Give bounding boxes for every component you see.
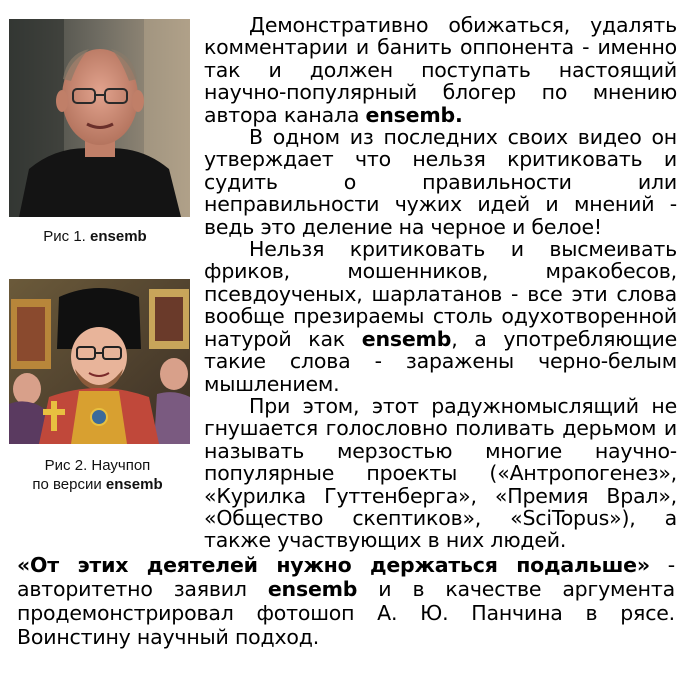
article-body (204, 14, 677, 552)
paragraph-1-bold: ensemb. (365, 102, 463, 127)
conclusion-block (17, 553, 675, 649)
paragraph-1-text: Демонстративно обижаться, удалять комментарии и банить оппонента - именно так и должен поступать настоящий научно-популярный блогер по мнению автора канала (204, 13, 677, 127)
figure-1-photo (9, 19, 190, 217)
conclusion-text-b: и в качестве аргумента продемонстрировал фотошоп А. Ю. Панчина в рясе. Воинстину научный подход. (17, 577, 675, 649)
figure-1-caption (0, 227, 190, 246)
conclusion-quote: «От этих деятелей нужно держаться подальше» (17, 553, 650, 577)
man-in-cassock-image (9, 279, 190, 444)
article-paragraph-4 (204, 395, 677, 552)
man-portrait-image (9, 19, 190, 217)
figure-1-caption-bold: ensemb (90, 228, 147, 245)
figure-2-caption (0, 456, 195, 494)
paragraph-3-text-a: Нельзя критиковать и высмеивать фриков, мошенников, мракобесов, псевдоученых, шарлатанов - все эти слова вообще презираемы столь одухотворенной натурой как (204, 237, 677, 351)
conclusion-bold: ensemb (267, 577, 358, 601)
article-paragraph-1 (204, 14, 677, 126)
paragraph-4-text: При этом, этот радужномыслящий не гнушается голословно поливать дерьмом и называть мерзостью многие научно-популярные проекты («Антропогенез», «Курилка Гуттенберга», «Премия Врал», «Общество скептиков», «SciTopus»), а также участвующих в них людей. (204, 393, 677, 553)
figure-1-caption-prefix: Рис 1. (43, 228, 91, 245)
article-paragraph-3 (204, 238, 677, 395)
figure-2-caption-prefix: по версии (32, 476, 106, 493)
article-paragraph-2 (204, 126, 677, 238)
figure-2-photo (9, 279, 190, 444)
paragraph-3-text-b: , а употребляющие такие слова - заражены черно-белым мышлением. (204, 326, 677, 396)
figure-2-caption-line1: Рис 2. Научпоп (44, 457, 151, 474)
conclusion-paragraph (17, 553, 675, 649)
figure-2-caption-bold: ensemb (105, 476, 163, 493)
paragraph-3-bold: ensemb (361, 326, 452, 351)
conclusion-text-a: - авторитетно заявил (17, 553, 676, 601)
paragraph-2-text: В одном из последних своих видео он утверждает что нельзя критиковать и судить о правильности или неправильности чужих идей и мнений - ведь это деление на черное и белое! (204, 125, 677, 239)
figure-2-caption-line2 (0, 475, 195, 494)
